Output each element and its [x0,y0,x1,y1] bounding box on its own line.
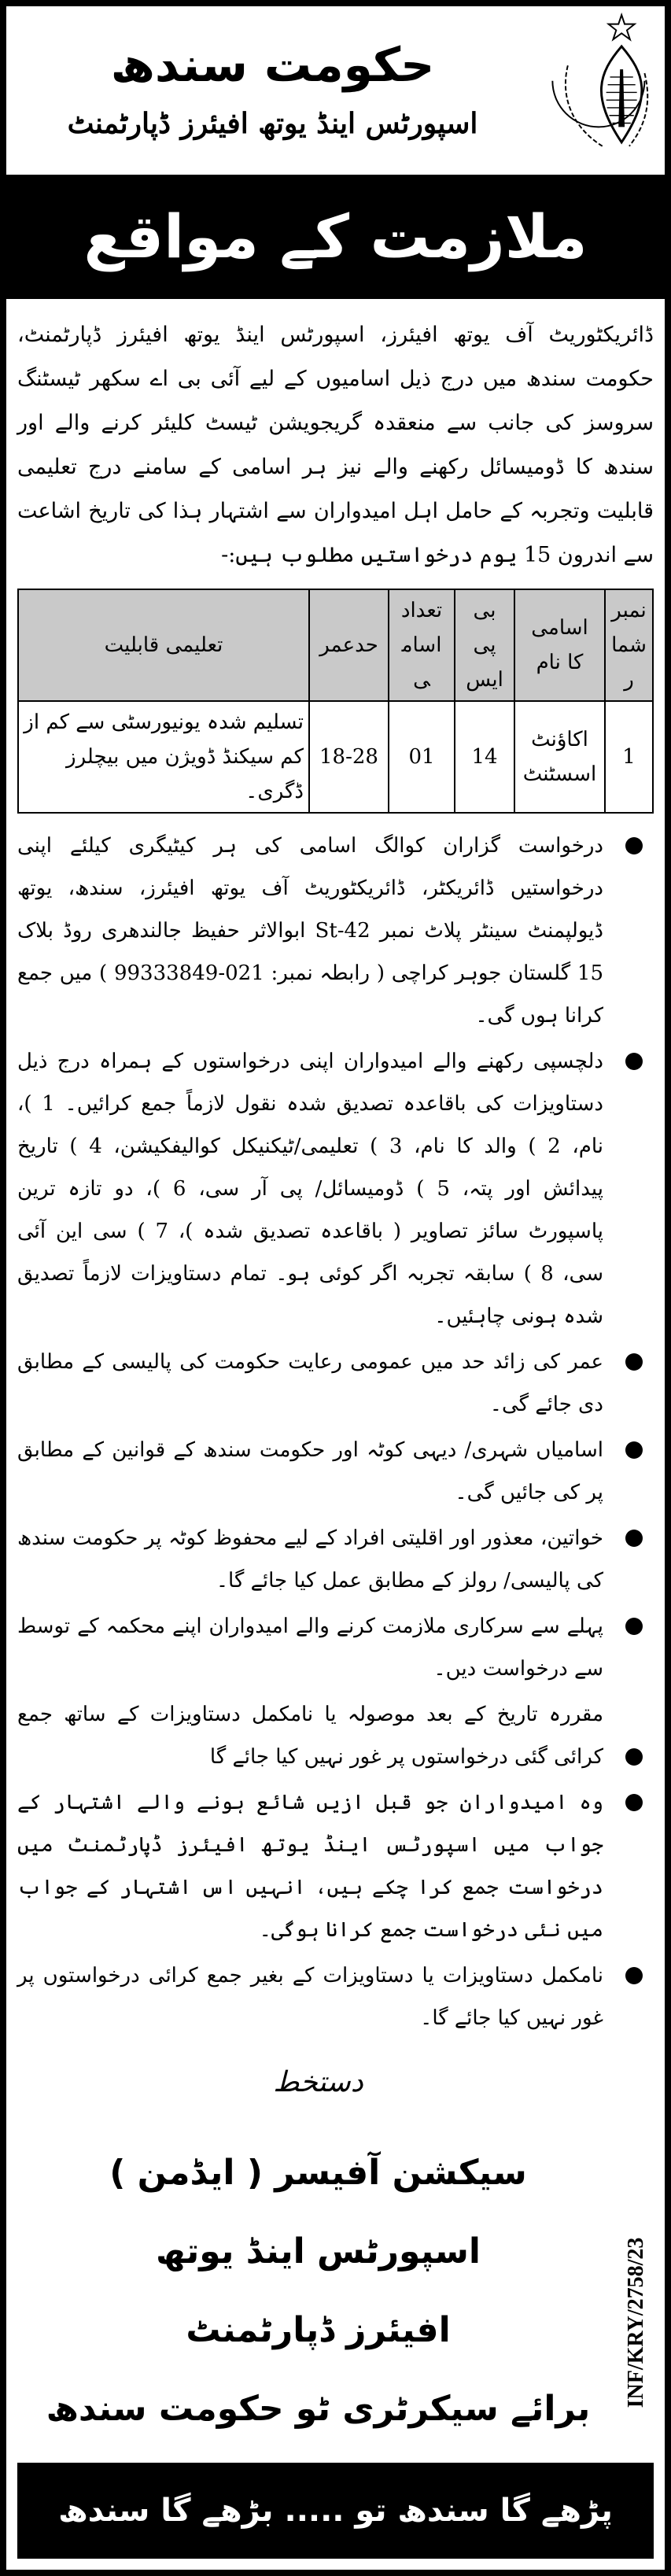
header-age-limit: حدعمر [309,589,389,701]
bullet-icon [625,1353,643,1371]
cell-post-name: اکاؤنٹ اسسٹنٹ [514,701,605,813]
bullet-icon [625,1794,643,1811]
list-item [17,1605,654,1690]
bullet-icon [625,837,643,854]
sindh-government-emblem-icon [536,12,654,169]
signatory-title: سیکشن آفیسر ( ایڈمن ) [109,2153,527,2193]
header [6,6,665,175]
bullet-icon [625,1053,643,1070]
instructions-list [17,825,654,2043]
banner-title: ملازمت کے مواقع [83,201,588,271]
cell-qualification: تسلیم شدہ یونیورسٹی سے کم از کم سیکنڈ ڈویژن میں بیچلرز ڈگری۔ [18,701,309,813]
list-item [17,1341,654,1426]
bullet-icon [625,1618,643,1635]
header-bps: بی پی ایس [455,589,514,701]
list-item [17,1040,654,1338]
list-item-text: نامکمل دستاویزات یا دستاویزات کے بغیر جمع کرائی درخواستوں پر غور نہیں کیا جائے گا۔ [17,1964,603,2030]
header-post-name: اسامی کا نام [514,589,605,701]
list-item [17,825,654,1037]
list-item-text: خواتین، معذور اور اقلیتی افراد کے لیے محفوظ کوٹہ پر حکومت سندھ کی پالیسی/ رولز کے مطابق عمل کیا جائے گا۔ [17,1526,603,1592]
header-posts-count: تعداد اسامی [389,589,455,701]
cell-posts-count: 01 [389,701,455,813]
header-qualification: تعلیمی قابلیت [18,589,309,701]
reference-number [619,2197,654,2449]
list-item [17,1781,654,1951]
list-item-text: دلچسپی رکھنے والے امیدواران اپنی درخواستوں کے ہمراہ درج ذیل دستاویزات کی باقاعدہ تصدیق شدہ نقول لازماً جمع کرائیں۔ 1 )، نام، 2 ) والد کا نام، 3 ) تعلیمی/ٹیکنیکل کوالیفکیشن، 4 ) تاریخ پیدائش اور پتہ، 5 ) ڈومیسائل/ پی آر سی، 6 )، دو تازہ ترین پاسپورٹ سائز تصاویر ( باقاعدہ تصدیق شدہ )، 7 ) سی این آئی سی، 8 ) سابقہ تجربہ اگر کوئی ہو۔ تمام دستاویزات لازماً تصدیق شدہ ہونی چاہئیں۔ [17,1050,604,1328]
signatory-department-line1: اسپورٹس اینڈ یوتھ [156,2231,481,2272]
header-text [17,32,528,149]
vacancy-table [17,589,654,814]
list-item [17,1954,654,2039]
bullet-icon [625,1967,643,1984]
bullet-icon [625,1530,643,1547]
signature: دستخط [273,2066,363,2098]
list-item-text: مقررہ تاریخ کے بعد موصولہ یا نامکمل دستاویزات کے ساتھ جمع کرائی گئی درخواستوں پر غور نہیں کیا جائے گا [17,1703,603,1769]
signature-area [17,2055,654,2449]
list-item-text: اسامیاں شہری/ دیہی کوٹہ اور حکومت سندھ کے قوانین کے مطابق پر کی جائیں گی۔ [17,1438,603,1504]
reference-number-text: INF/KRY/2758/23 [624,2237,648,2408]
signature-block [17,2055,619,2449]
list-item [17,1517,654,1602]
jobs-banner [6,175,665,299]
slogan-bar [17,2463,654,2559]
slogan-text: پڑھے گا سندھ تو ..... بڑھے گا سندھ [58,2493,613,2529]
cell-serial: 1 [605,701,653,813]
intro-paragraph: ڈائریکٹوریٹ آف یوتھ افیئرز، اسپورٹس اینڈ یوتھ افیئرز ڈپارٹمنٹ، حکومت سندھ میں درج ذیل اسامیوں کے لیے آئی بی اے سکھر ٹیسٹنگ سروسز کی جانب سے منعقدہ گریجویشن ٹیسٹ کلیئر کرنے والے اور سندھ کا ڈومیسائل رکھنے والے نیز ہر اسامی کے سامنے درج تعلیمی قابلیت وتجربہ کے حامل اہل امیدواران سے اشتہار ہذا کی تاریخ اشاعت سے اندرون 15 یوم درخواستیں مطلوب ہیں:- [17,323,654,567]
list-item-text: عمر کی زائد حد میں عمومی رعایت حکومت کی پالیسی کے مطابق دی جائے گی۔ [17,1350,603,1416]
list-item [17,1693,654,1778]
signatory-on-behalf: برائے سیکرٹری ٹو حکومت سندھ [46,2389,591,2429]
department-title: اسپورٹس اینڈ یوتھ افیئرز ڈپارٹمنٹ [67,107,478,140]
list-item-text: پہلے سے سرکاری ملازمت کرنے والے امیدواران اپنے محکمہ کے توسط سے درخواست دیں۔ [17,1615,603,1681]
advertisement-body [6,299,665,2570]
list-item-text: درخواست گزاران کوالگ اسامی کی ہر کیٹیگری کیلئے اپنی درخواستیں ڈائریکٹر، ڈائریکٹوریٹ آف یوتھ افیئرز، سندھ، یوتھ ڈیولپمنٹ سینٹر پلاٹ نمبر St-42 ابوالاثر حفیظ جالندھری روڈ بلاک 15 گلستان جوہر کراچی ( رابطہ نمبر: 021-99333849 ) میں جمع کرانا ہوں گی۔ [17,834,603,1028]
bullet-icon [625,1441,643,1459]
signatory-department-line2: افیئرز ڈپارٹمنٹ [186,2310,451,2350]
list-item-text: وہ امیدواران جو قبل ازیں شائع ہونے والے اشتہار کے جواب میں اسپورٹس اینڈ یوتھ افیئرز ڈپارٹمنٹ میں درخواست جمع کرا چکے ہیں، انہیں اس اشتہار کے جواب میں نئی درخواست جمع کرانا ہوگی۔ [17,1791,603,1942]
cell-bps: 14 [455,701,514,813]
header-serial: نمبر شمار [605,589,653,701]
bullet-icon [625,1748,643,1766]
list-item [17,1429,654,1514]
table-row [18,701,653,813]
government-title: حکومت سندھ [110,38,435,93]
cell-age-limit: 18-28 [309,701,389,813]
table-header-row [18,589,653,701]
